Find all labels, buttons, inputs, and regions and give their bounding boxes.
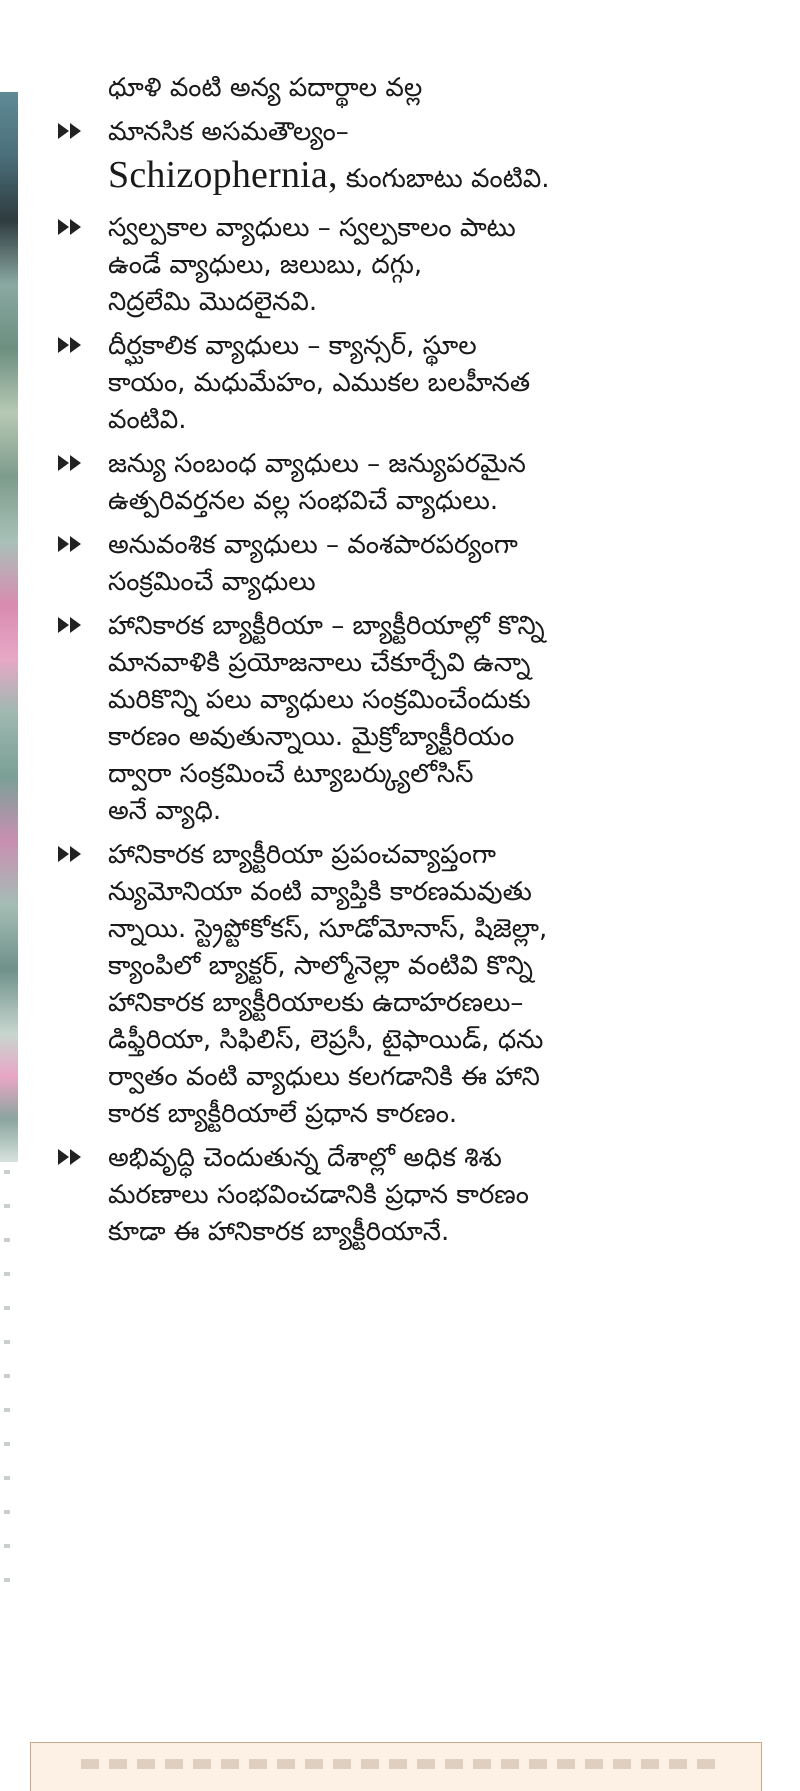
double-arrow-bullet-icon [58, 846, 84, 866]
bullet-item-chronic-diseases [58, 328, 758, 439]
double-arrow-bullet-icon [58, 455, 84, 475]
item-line: నిద్రలేమి మొదలైనవి. [108, 287, 318, 317]
item-line: కారణం అవుతున్నాయి. మైక్రోబ్యాక్టీరియం [108, 722, 515, 752]
item-line: ర్వాతం వంటి వ్యాధులు కలగడానికి ఈ హాని [108, 1062, 540, 1092]
double-arrow-bullet-icon [58, 536, 84, 556]
adjacent-column-text-fragment [4, 1170, 10, 1590]
latin-term-rest: కుంగుబాటు వంటివి. [337, 164, 550, 194]
item-line: మానవాళికి ప్రయోజనాలు చేకూర్చేవి ఉన్నా [108, 648, 531, 678]
double-arrow-bullet-icon [58, 337, 84, 357]
item-line: డిఫ్తీరియా, సిఫిలిస్, లెప్రసీ, టైఫాయిడ్, ధను [108, 1025, 544, 1055]
item-line: న్యుమోనియా వంటి వ్యాప్తికి కారణమవుతు [108, 877, 532, 907]
item-line: వంటివి. [108, 405, 187, 435]
item-line: కాయం, మధుమేహం, ఎముకల బలహీనత [108, 368, 531, 398]
bullet-item-infant-mortality [58, 1140, 758, 1251]
item-line: మరణాలు సంభవించడానికి ప్రధాన కారణం [108, 1180, 529, 1210]
item-line: కారక బ్యాక్టీరియాలే ప్రధాన కారణం. [108, 1099, 458, 1129]
bullet-item-harmful-bacteria [58, 608, 758, 830]
item-line: సంక్రమించే వ్యాధులు [108, 567, 316, 597]
item-line: హానికారక బ్యాక్టీరియా ప్రపంచవ్యాప్తంగా [108, 840, 496, 870]
double-arrow-bullet-icon [58, 219, 84, 239]
item-line: మానసిక అసమతౌల్యం– [108, 117, 349, 147]
double-arrow-bullet-icon [58, 617, 84, 637]
latin-term: Schizophernia, [108, 154, 338, 196]
double-arrow-bullet-icon [58, 123, 84, 143]
item-line: ఉత్పరివర్తనల వల్ల సంభవిచే వ్యాధులు. [108, 486, 499, 516]
item-line: హానికారక బ్యాక్టీరియాలకు ఉదాహరణలు– [108, 988, 524, 1018]
adjacent-column-image-fragment [0, 92, 18, 1162]
item-line: కూడా ఈ హానికారక బ్యాక్టీరియానే. [108, 1217, 450, 1247]
item-line: మరికొన్ని పలు వ్యాధులు సంక్రమించేందుకు [108, 685, 531, 715]
item-line: అనే వ్యాధి. [108, 796, 222, 826]
bullet-item-hereditary-diseases [58, 527, 758, 601]
item-line: ఉండే వ్యాధులు, జలుబు, దగ్గు, [108, 250, 423, 280]
item-line: స్వల్పకాల వ్యాధులు – స్వల్పకాలం పాటు [108, 213, 516, 243]
item-line: జన్యు సంబంధ వ్యాధులు – జన్యుపరమైన [108, 449, 526, 479]
article-column [58, 70, 758, 1251]
item-line: ద్వారా సంక్రమించే ట్యూబర్క్యులోసిస్ [108, 759, 474, 789]
bullet-item-short-term-diseases [58, 210, 758, 321]
item-line: క్యాంపిలో బ్యాక్టర్, సాల్మోనెల్లా వంటివి కొన్ని [108, 951, 533, 981]
bullet-item-bacteria-examples [58, 837, 758, 1133]
next-section-faded-text [81, 1759, 721, 1769]
bullet-item-mental-imbalance [58, 114, 758, 203]
next-section-box [30, 1742, 762, 1791]
item-line: న్నాయి. స్ట్రెప్టోకోకస్, సూడోమోనాస్, షిజెల్లా, [108, 914, 548, 944]
item-line: దీర్ఘకాలిక వ్యాధులు – క్యాన్సర్, స్థూల [108, 331, 477, 361]
item-line: అనువంశిక వ్యాధులు – వంశపారపర్యంగా [108, 530, 518, 560]
item-line: అభివృద్ధి చెందుతున్న దేశాల్లో అధిక శిశు [108, 1143, 502, 1173]
item-line-latin [108, 151, 758, 203]
item-line: హానికారక బ్యాక్టీరియా – బ్యాక్టీరియాల్లో కొన్ని [108, 611, 545, 641]
double-arrow-bullet-icon [58, 1149, 84, 1169]
bullet-item-genetic-diseases [58, 446, 758, 520]
intro-line: ధూళి వంటి అన్య పదార్థాల వల్ల [108, 73, 423, 103]
